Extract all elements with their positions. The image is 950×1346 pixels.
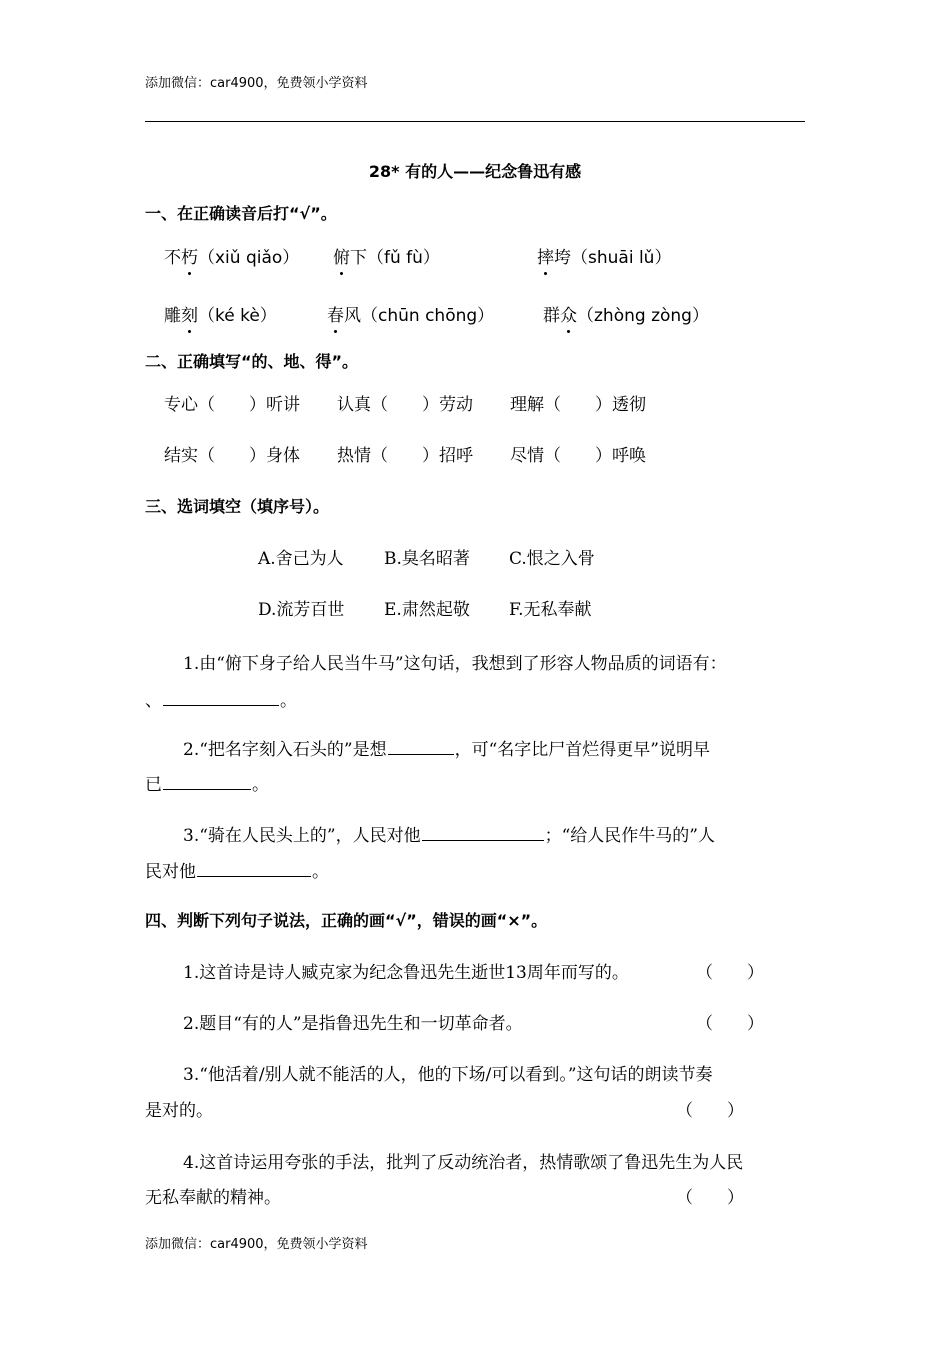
fill-item-1: 专心（ ）听讲 xyxy=(164,395,300,415)
section4-heading: 四、判断下列句子说法，正确的画“√”，错误的画“×”。 xyxy=(145,911,548,930)
pinyin-item-5: 春风（chūn chōng） xyxy=(327,301,494,326)
fill-item-2: 认真（ ）劳动 xyxy=(337,395,473,415)
option-d: D.流芳百世 xyxy=(258,600,345,620)
section1-heading: 一、在正确读音后打“√”。 xyxy=(145,204,337,223)
answer-blank[interactable] xyxy=(388,737,454,755)
answer-blank[interactable] xyxy=(422,823,544,841)
s4-question-4-line2: 无私奉献的精神。 xyxy=(145,1188,281,1208)
s4-question-3-line2: 是对的。 xyxy=(145,1101,213,1121)
option-b: B.臭名昭著 xyxy=(384,549,470,569)
answer-blank[interactable] xyxy=(163,688,279,706)
fill-item-4: 结实（ ）身体 xyxy=(164,446,300,466)
pinyin-item-2: 俯下（fǔ fù） xyxy=(333,243,440,268)
section2-heading: 二、正确填写“的、地、得”。 xyxy=(145,352,359,371)
fill-item-6: 尽情（ ）呼唤 xyxy=(510,446,646,466)
pinyin-item-1: 不朽（xiǔ qiǎo） xyxy=(164,243,299,268)
pinyin-item-4: 雕刻（ké kè） xyxy=(164,301,277,326)
pinyin-item-6: 群众（zhòng zòng） xyxy=(543,301,709,326)
s3-question-1-line2: 、 。 xyxy=(145,686,297,711)
answer-blank[interactable] xyxy=(197,859,311,877)
section3-heading: 三、选词填空（填序号）。 xyxy=(145,497,330,516)
s3-question-3-line1: 3.“骑在人民头上的”，人民对他 ；“给人民作牛马的”人 xyxy=(183,821,715,846)
option-e: E.肃然起敬 xyxy=(384,600,470,620)
s4-answer-paren-4[interactable]: （ ） xyxy=(676,1188,744,1208)
s4-answer-paren-3[interactable]: （ ） xyxy=(676,1101,744,1121)
option-f: F.无私奉献 xyxy=(509,600,592,620)
option-c: C.恨之入骨 xyxy=(509,549,595,569)
s4-answer-paren-2[interactable]: （ ） xyxy=(696,1014,764,1034)
s3-question-2-line1: 2.“把名字刻入石头的”是想 ，可“名字比尸首烂得更早”说明早 xyxy=(183,735,710,760)
s3-question-1-line1: 1.由“俯下身子给人民当牛马”这句话，我想到了形容人物品质的词语有： xyxy=(183,654,727,674)
fill-item-5: 热情（ ）招呼 xyxy=(337,446,473,466)
answer-blank[interactable] xyxy=(163,772,251,790)
fill-item-3: 理解（ ）透彻 xyxy=(510,395,646,415)
s3-question-2-line2: 已 。 xyxy=(145,770,269,795)
s3-question-3-line2: 民对他 。 xyxy=(145,857,329,882)
page-title: 28* 有的人——纪念鲁迅有感 xyxy=(368,162,582,181)
option-a: A.舍己为人 xyxy=(258,549,344,569)
pinyin-item-3: 摔垮（shuāi lǔ） xyxy=(537,243,671,268)
s4-answer-paren-1[interactable]: （ ） xyxy=(696,963,764,983)
header-divider xyxy=(145,121,805,122)
s4-question-3-line1: 3.“他活着/别人就不能活的人，他的下场/可以看到。”这句话的朗读节奏 xyxy=(183,1065,713,1085)
page-footer: 添加微信：car4900，免费领小学资料 xyxy=(145,1237,368,1252)
s4-question-4-line1: 4.这首诗运用夸张的手法，批判了反动统治者，热情歌颂了鲁迅先生为人民 xyxy=(183,1153,744,1173)
s4-question-2: 2.题目“有的人”是指鲁迅先生和一切革命者。 xyxy=(183,1014,523,1034)
s4-question-1: 1.这首诗是诗人臧克家为纪念鲁迅先生逝世13周年而写的。 xyxy=(183,963,629,983)
page-header: 添加微信：car4900，免费领小学资料 xyxy=(145,76,368,91)
